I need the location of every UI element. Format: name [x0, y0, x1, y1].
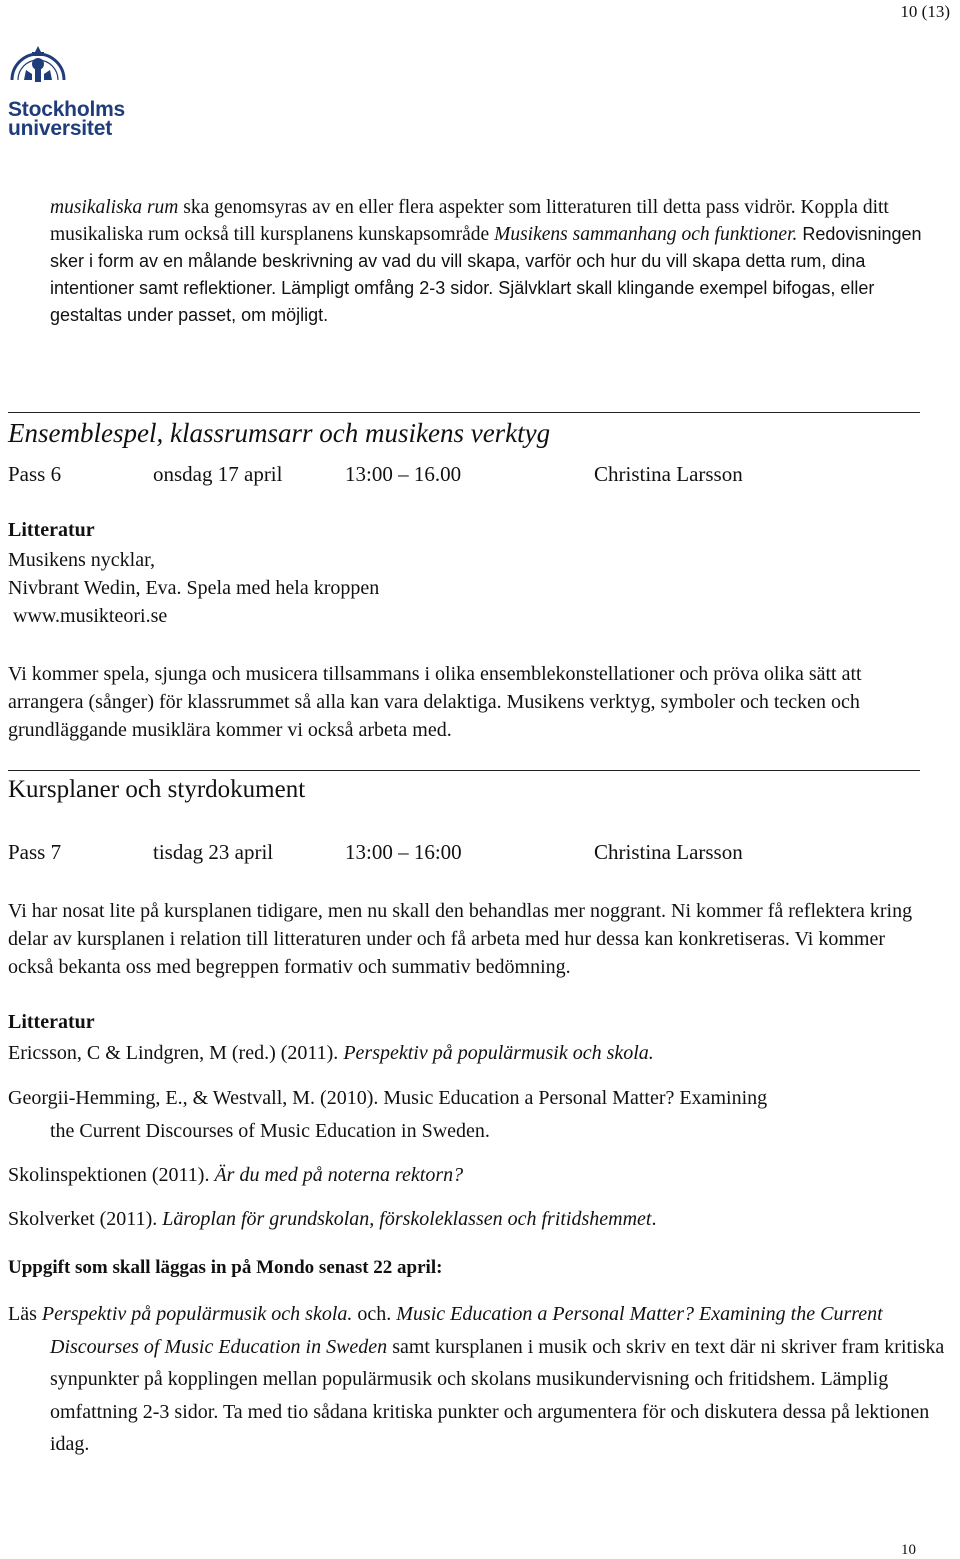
task-italic: Music Education a Personal Matter? Examining the Current Discourses of Music Education in Sweden [50, 1303, 883, 1358]
pass-time: 13:00 – 16.00 [345, 462, 462, 486]
task-italic: Perspektiv på populärmusik och skola. [41, 1303, 353, 1325]
reference-title: Är du med på noterna rektorn? [214, 1164, 464, 1186]
university-seal-icon [6, 40, 136, 102]
reference-end: . [651, 1208, 657, 1230]
intro-text-2: Redovisningen sker i form av en målande beskrivning av vad du vill skapa, varför och hur du vill skapa detta rum, dina intentioner samt reflektioner. Lämpligt omfång 2-3 sidor. Självklart skall klingande exempel bifogas, eller gestaltas under passet, om möjligt. [50, 224, 922, 325]
reference-2-line-1: Georgii-Hemming, E., & Westvall, M. (2010). Music Education a Personal Matter? Examining [8, 1087, 768, 1109]
pass-day: tisdag 23 april [153, 840, 274, 864]
literature-list [8, 546, 379, 630]
intro-italic-1: musikaliska rum [50, 197, 179, 218]
literature-line: Musikens nycklar, [8, 549, 155, 571]
reference-4 [8, 1208, 656, 1231]
section-7-description: Vi har nosat lite på kursplanen tidigare, men nu skall den behandlas mer noggrant. Ni kommer få reflektera kring delar av kursplanen i relation till litteraturen under och få arbeta med hur dessa kan konkretiseras. Vi kommer också bekanta oss med begreppen formativ och summativ bedömning. [8, 900, 913, 978]
section-divider [8, 770, 920, 771]
university-logo [6, 40, 136, 140]
logo-line-2: universitet [8, 117, 112, 140]
intro-paragraph [50, 194, 930, 329]
reference-title: Perspektiv på populärmusik och skola. [343, 1042, 654, 1064]
task-text: och. [352, 1303, 397, 1325]
section-7-title: Kursplaner och styrdokument [8, 776, 306, 803]
reference-title: Läroplan för grundskolan, förskoleklassen och fritidshemmet [162, 1208, 652, 1230]
pass-number: Pass 6 [8, 462, 62, 486]
literature-line: Nivbrant Wedin, Eva. Spela med hela kroppen [8, 577, 380, 599]
pass-number: Pass 7 [8, 840, 62, 864]
literature-heading: Litteratur [8, 519, 95, 541]
reference-author: Skolinspektionen (2011). [8, 1164, 215, 1186]
page-indicator: 10 (13) [900, 2, 950, 21]
section-6-description: Vi kommer spela, sjunga och musicera tillsammans i olika ensemblekonstellationer och pröva olika sätt att arrangera (sånger) för klassrummet så alla kan vara delaktiga. Musikens verktyg, symboler och tecken och grundläggande musiklära kommer vi också arbeta med. [8, 663, 862, 741]
intro-italic-2: Musikens sammanhang och funktioner. [494, 224, 798, 245]
reference-1 [8, 1042, 654, 1065]
pass-6-row [8, 462, 908, 490]
reference-author: Ericsson, C & Lindgren, M (red.) (2011). [8, 1042, 344, 1064]
task-body [8, 1298, 960, 1461]
literature-heading: Litteratur [8, 1011, 95, 1033]
pass-7-row [8, 840, 908, 868]
reference-2-line-2: the Current Discourses of Music Education in Sweden. [50, 1120, 490, 1142]
intro-text-1: ska genomsyras av en eller flera aspekter som litteraturen till detta pass vidrör. Koppla ditt musikaliska rum också till kursplanens kunskapsområde [50, 197, 889, 245]
page-number: 10 [901, 1542, 916, 1558]
logo-line-1: Stockholms [8, 98, 126, 121]
task-heading: Uppgift som skall läggas in på Mondo senast 22 april: [8, 1257, 443, 1278]
pass-time: 13:00 – 16:00 [345, 840, 462, 864]
pass-day: onsdag 17 april [153, 462, 283, 486]
literature-line: www.musikteori.se [8, 605, 168, 627]
task-text: Läs [8, 1303, 42, 1325]
reference-author: Skolverket (2011). [8, 1208, 163, 1230]
task-text: samt kursplanen i musik och skriv en text där ni skriver fram kritiska synpunkter på kopplingen mellan populärmusik och skolans musikundervisning och fritidshem. Lämplig omfattning 2-3 sidor. Ta med tio sådana kritiska punkter och argumentera för och diskutera dessa på lektionen idag. [50, 1335, 945, 1455]
pass-teacher: Christina Larsson [594, 840, 743, 864]
pass-teacher: Christina Larsson [594, 462, 743, 486]
reference-3 [8, 1164, 463, 1187]
section-6-title: Ensemblespel, klassrumsarr och musikens verktyg [8, 418, 551, 448]
section-divider [8, 412, 920, 413]
